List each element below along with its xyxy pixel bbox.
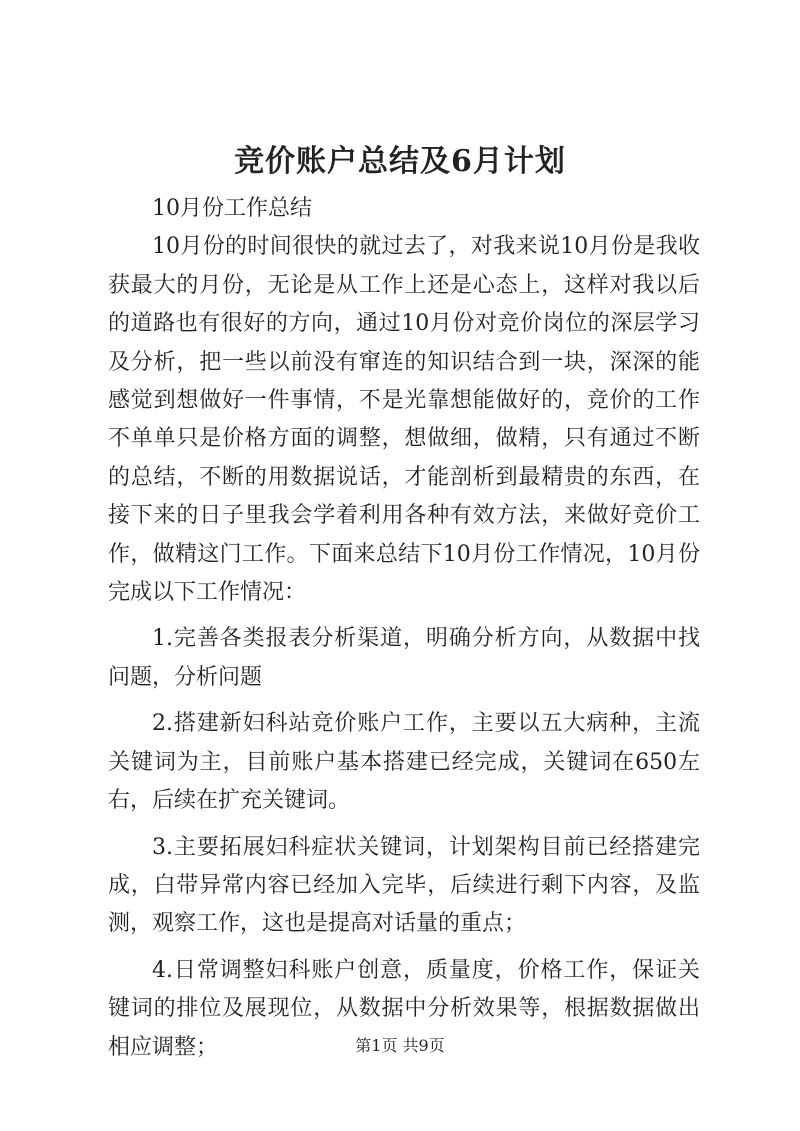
list-item: 2.搭建新妇科站竞价账户工作，主要以五大病种，主流关键词为主，目前账户基本搭建已经完成，关键词在650左右，后续在扩充关键词。	[108, 711, 700, 814]
document-body	[108, 190, 700, 1067]
list-item: 1.完善各类报表分析渠道，明确分析方向，从数据中找问题，分析问题	[108, 626, 700, 690]
section-heading: 10月份工作总结	[152, 196, 312, 221]
document-title: 竞价账户总结及6月计划	[234, 144, 566, 179]
page-footer: 第1页 共9页	[355, 1036, 445, 1055]
list-item: 3.主要拓展妇科症状关键词，计划架构目前已经搭建完成，白带异常内容已经加入完毕，后续进行剩下内容，及监测，观察工作，这也是提高对话量的重点；	[108, 834, 700, 937]
list-item: 4.日常调整妇科账户创意，质量度，价格工作，保证关键词的排位及展现位，从数据中分析效果等，根据数据做出相应调整；	[108, 957, 700, 1060]
intro-paragraph: 10月份的时间很快的就过去了，对我来说10月份是我收获最大的月份，无论是从工作上还是心态上，这样对我以后的道路也有很好的方向，通过10月份对竞价岗位的深层学习及分析，把一些以前没有窜连的知识结合到一块，深深的能感觉到想做好一件事情，不是光靠想能做好的，竞价的工作不单单只是价格方面的调整，想做细，做精，只有通过不断的总结，不断的用数据说话，才能剖析到最精贵的东西，在接下来的日子里我会学着利用各种有效方法，来做好竞价工作，做精这门工作。下面来总结下10月份工作情况，10月份完成以下工作情况：	[108, 234, 700, 606]
